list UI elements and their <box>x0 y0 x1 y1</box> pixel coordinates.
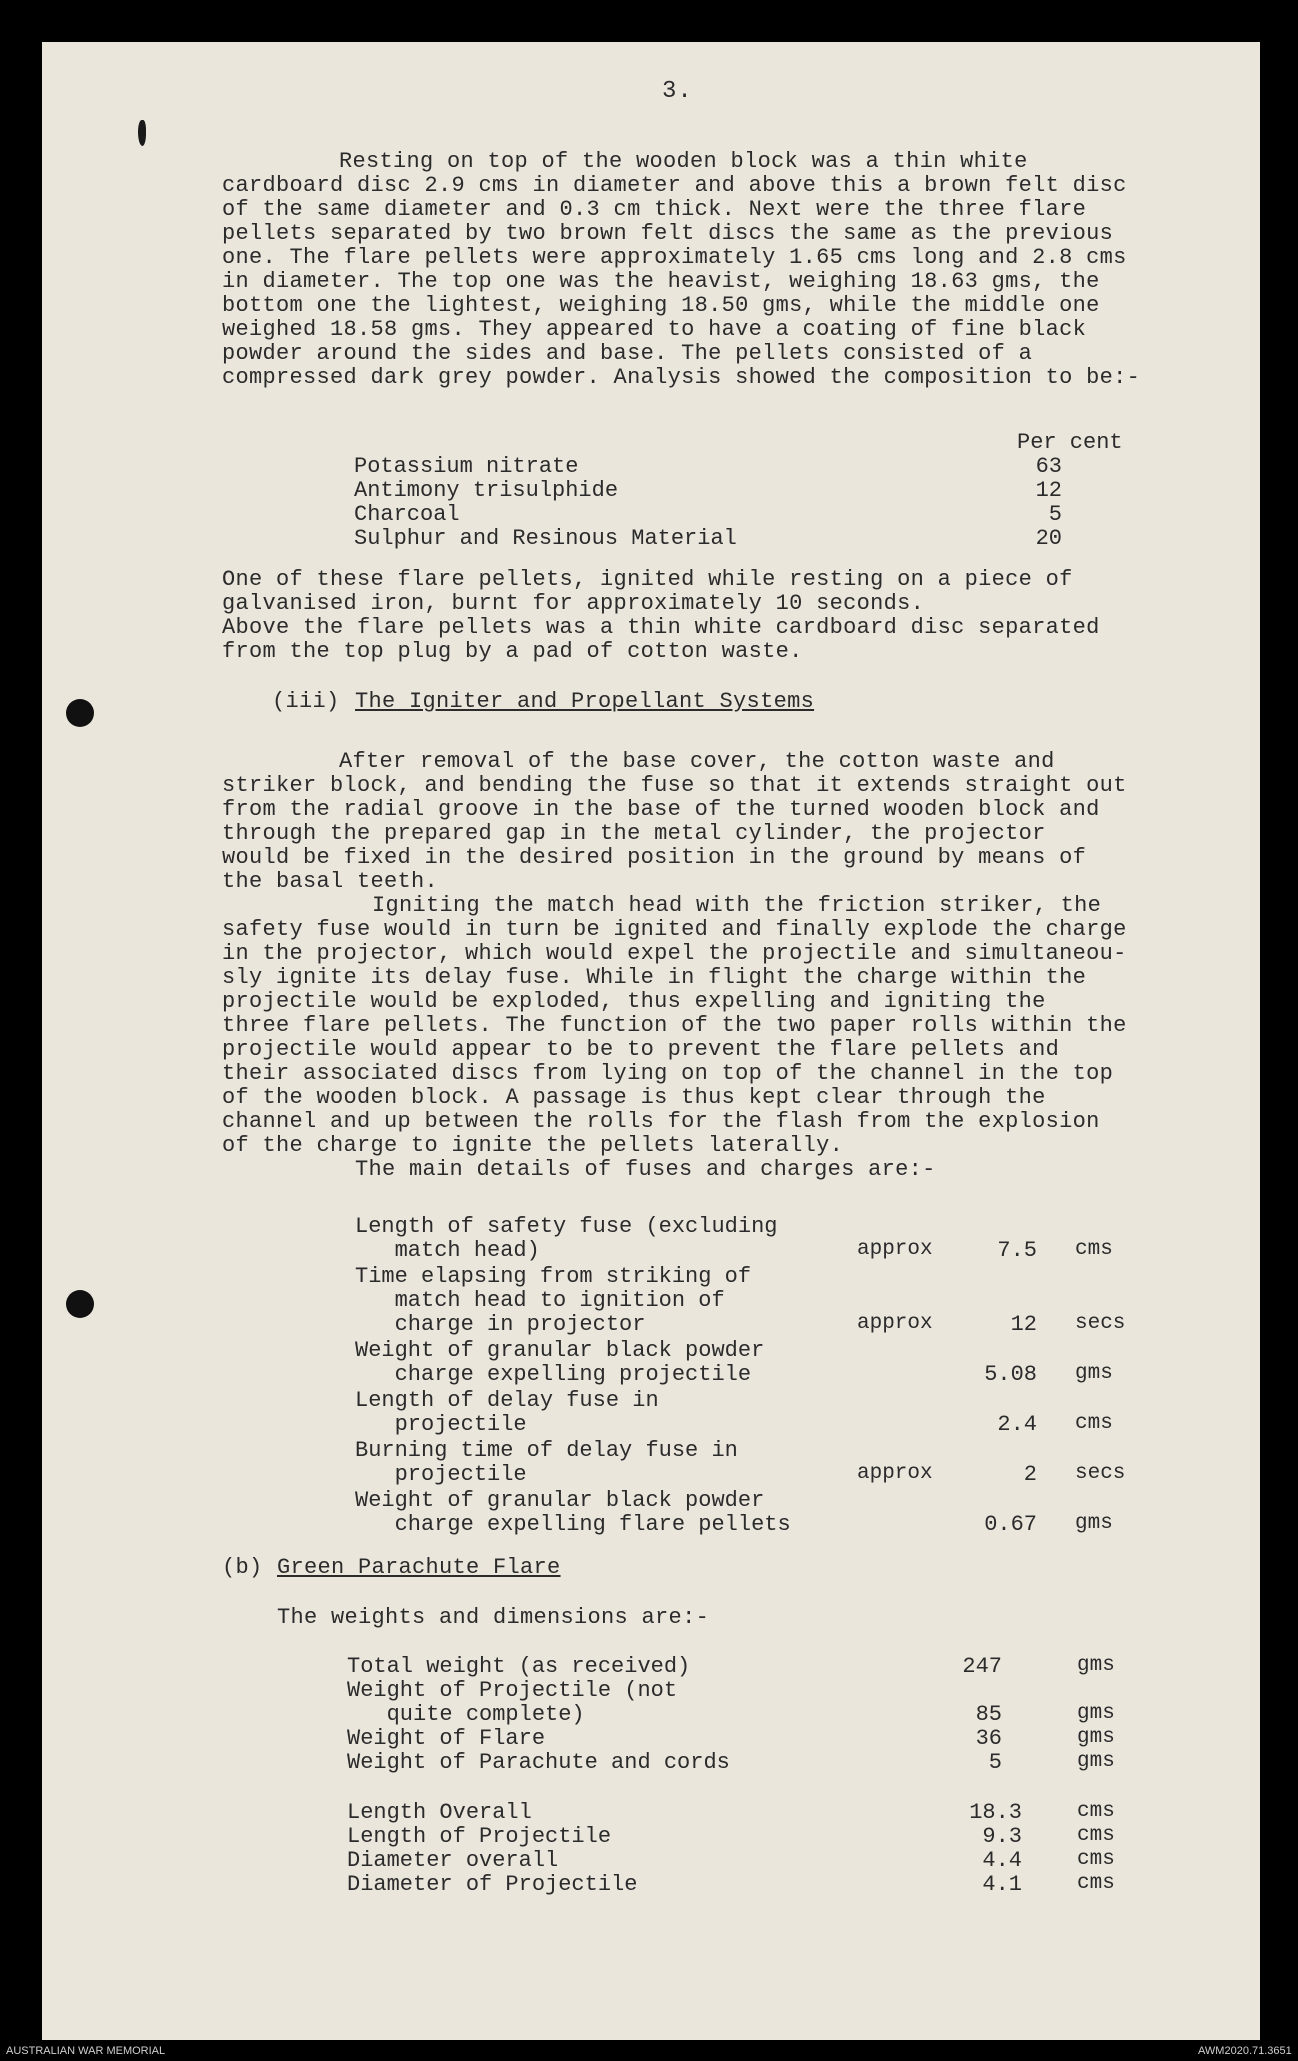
fuse-detail-label: Length of delay fuse in <box>355 1388 659 1413</box>
paragraph-line: safety fuse would in turn be ignited and finally explode the charge <box>222 917 1127 942</box>
paragraph-line: channel and up between the rolls for the flash from the explosion <box>222 1109 1100 1134</box>
dimension-unit: cms <box>1077 1824 1115 1847</box>
fuse-detail-unit: secs <box>1075 1312 1126 1335</box>
composition-name: Potassium nitrate <box>354 454 579 479</box>
dimension-value: 4.4 <box>982 1848 1022 1873</box>
dimension-value: 4.1 <box>982 1872 1022 1897</box>
document-page <box>42 42 1260 2040</box>
section-intro: The weights and dimensions are:- <box>277 1605 710 1630</box>
paragraph-line: of the wooden block. A passage is thus kept clear through the <box>222 1085 1046 1110</box>
composition-value: 20 <box>1035 526 1062 551</box>
paragraph-line: cardboard disc 2.9 cms in diameter and above this a brown felt disc <box>222 173 1127 198</box>
paragraph-line: compressed dark grey powder. Analysis showed the composition to be:- <box>222 365 1141 390</box>
paragraph-line: in the projector, which would expel the projectile and simultaneou- <box>222 941 1127 966</box>
weight-value: 85 <box>975 1702 1002 1727</box>
punch-hole-lower <box>66 1290 94 1318</box>
fuse-detail-label: Burning time of delay fuse in <box>355 1438 738 1463</box>
fuse-detail-unit: secs <box>1075 1462 1126 1485</box>
footer-credit: AUSTRALIAN WAR MEMORIAL <box>6 2045 166 2057</box>
dimension-label: Length of Projectile <box>347 1824 612 1849</box>
paragraph-line: pellets separated by two brown felt discs the same as the previous <box>222 221 1114 246</box>
weight-label: Weight of Parachute and cords <box>347 1750 730 1775</box>
paragraph-line: After removal of the base cover, the cotton waste and <box>339 749 1055 774</box>
paragraph-line: bottom one the lightest, weighing 18.50 gms, while the middle one <box>222 293 1100 318</box>
fuse-detail-label: Length of safety fuse (excluding <box>355 1214 778 1239</box>
fuse-detail-value: 0.67 <box>984 1512 1037 1537</box>
fuse-detail-qualifier: approx <box>857 1238 933 1261</box>
paragraph-line: Resting on top of the wooden block was a thin white <box>339 149 1028 174</box>
dimension-unit: cms <box>1077 1872 1115 1895</box>
fuse-detail-label: projectile <box>355 1412 527 1437</box>
section-heading: Green Parachute Flare <box>277 1555 561 1580</box>
fuse-detail-label: Weight of granular black powder <box>355 1488 765 1513</box>
fuse-detail-unit: gms <box>1075 1362 1113 1385</box>
fuse-detail-label: match head) <box>355 1238 540 1263</box>
dimension-value: 18.3 <box>969 1800 1022 1825</box>
weight-unit: gms <box>1077 1726 1115 1749</box>
composition-name: Sulphur and Resinous Material <box>354 526 737 551</box>
paragraph-line: striker block, and bending the fuse so that it extends straight out <box>222 773 1127 798</box>
weight-value: 5 <box>988 1750 1002 1775</box>
paragraph-line: in diameter. The top one was the heavist, weighing 18.63 gms, the <box>222 269 1100 294</box>
paragraph-line: weighed 18.58 gms. They appeared to have a coating of fine black <box>222 317 1087 342</box>
paragraph-line: projectile would be exploded, thus expelling and igniting the <box>222 989 1046 1014</box>
weight-unit: gms <box>1077 1702 1115 1725</box>
paragraph-line: through the prepared gap in the metal cylinder, the projector <box>222 821 1046 846</box>
dimension-unit: cms <box>1077 1848 1115 1871</box>
section-heading: The Igniter and Propellant Systems <box>355 689 815 714</box>
paragraph-line: Above the flare pellets was a thin white cardboard disc separated <box>222 615 1100 640</box>
paragraph-line: projectile would appear to be to prevent the flare pellets and <box>222 1037 1060 1062</box>
fuse-detail-label: Weight of granular black powder <box>355 1338 765 1363</box>
weight-label: Weight of Projectile (not <box>347 1678 678 1703</box>
fuse-detail-value: 2 <box>1023 1462 1037 1487</box>
paragraph-line: powder around the sides and base. The pellets consisted of a <box>222 341 1033 366</box>
paragraph-line: three flare pellets. The function of the two paper rolls within the <box>222 1013 1127 1038</box>
paragraph-line: the basal teeth. <box>222 869 439 894</box>
composition-value: 63 <box>1035 454 1062 479</box>
fuse-detail-unit: cms <box>1075 1238 1113 1261</box>
section-number: (iii) <box>272 689 340 714</box>
paragraph-line: one. The flare pellets were approximately 1.65 cms long and 2.8 cms <box>222 245 1127 270</box>
dimension-label: Diameter of Projectile <box>347 1872 638 1897</box>
fuse-detail-label: match head to ignition of <box>355 1288 725 1313</box>
fuse-detail-value: 12 <box>1010 1312 1037 1337</box>
paragraph-line: would be fixed in the desired position in the ground by means of <box>222 845 1087 870</box>
weight-label: Weight of Flare <box>347 1726 546 1751</box>
weight-value: 36 <box>975 1726 1002 1751</box>
fuse-detail-qualifier: approx <box>857 1462 933 1485</box>
page-number: 3. <box>662 78 693 105</box>
fuse-detail-value: 5.08 <box>984 1362 1037 1387</box>
fuse-detail-qualifier: approx <box>857 1312 933 1335</box>
fuse-detail-label: Time elapsing from striking of <box>355 1264 752 1289</box>
fuse-detail-label: charge expelling flare pellets <box>355 1512 791 1537</box>
fuse-detail-unit: gms <box>1075 1512 1113 1535</box>
weight-value: 247 <box>962 1654 1002 1679</box>
composition-value: 5 <box>1048 502 1062 527</box>
paragraph-line: of the charge to ignite the pellets laterally. <box>222 1133 844 1158</box>
fuse-detail-label: projectile <box>355 1462 527 1487</box>
footer-reference: AWM2020.71.3651 <box>1198 2045 1292 2057</box>
paragraph-line: of the same diameter and 0.3 cm thick. Next were the three flare <box>222 197 1087 222</box>
fuse-detail-value: 7.5 <box>997 1238 1037 1263</box>
weight-label: quite complete) <box>347 1702 585 1727</box>
paragraph-line: One of these flare pellets, ignited while resting on a piece of <box>222 567 1073 592</box>
dimension-value: 9.3 <box>982 1824 1022 1849</box>
dimension-label: Length Overall <box>347 1800 532 1825</box>
dimension-unit: cms <box>1077 1800 1115 1823</box>
paragraph-line: from the top plug by a pad of cotton waste. <box>222 639 803 664</box>
fuse-detail-value: 2.4 <box>997 1412 1037 1437</box>
section-letter: (b) <box>222 1555 263 1580</box>
fuse-detail-unit: cms <box>1075 1412 1113 1435</box>
composition-name: Antimony trisulphide <box>354 478 619 503</box>
punch-hole-upper <box>66 699 94 727</box>
weight-unit: gms <box>1077 1654 1115 1677</box>
paragraph-line: sly ignite its delay fuse. While in flight the charge within the <box>222 965 1087 990</box>
weight-unit: gms <box>1077 1750 1115 1773</box>
composition-name: Charcoal <box>354 502 460 527</box>
dimension-label: Diameter overall <box>347 1848 559 1873</box>
weight-label: Total weight (as received) <box>347 1654 691 1679</box>
paragraph-line: galvanised iron, burnt for approximately 10 seconds. <box>222 591 925 616</box>
fuse-detail-label: charge in projector <box>355 1312 646 1337</box>
ink-mark <box>138 120 146 146</box>
composition-header: Per cent <box>1017 430 1123 455</box>
paragraph-line: from the radial groove in the base of the turned wooden block and <box>222 797 1100 822</box>
fuse-detail-label: charge expelling projectile <box>355 1362 752 1387</box>
composition-value: 12 <box>1035 478 1062 503</box>
paragraph-line: Igniting the match head with the friction striker, the <box>372 893 1102 918</box>
paragraph-line: The main details of fuses and charges are:- <box>355 1157 936 1182</box>
paragraph-line: their associated discs from lying on top of the channel in the top <box>222 1061 1114 1086</box>
